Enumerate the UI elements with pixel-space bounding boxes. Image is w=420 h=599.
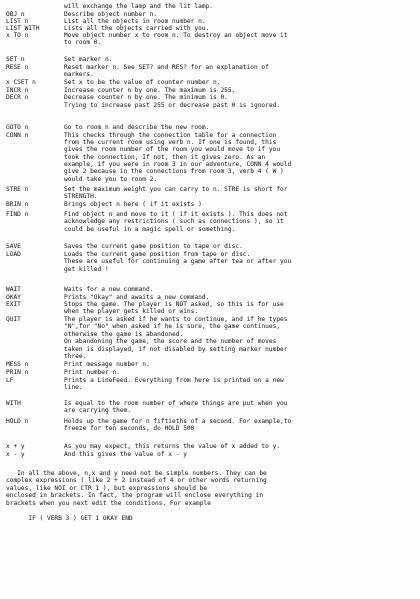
command-syntax [6, 11, 64, 18]
command-description-line: get killed ! [64, 265, 109, 273]
command-description-line: Saves the current game position to tape or disc. [64, 243, 243, 250]
command-description-line: This checks through the connection table for a connection [64, 131, 277, 139]
command-description [64, 64, 416, 79]
command-syntax [6, 301, 64, 308]
command-syntax [6, 32, 64, 39]
command-description-line: Prints "Okay" and awaits a new command. [64, 294, 210, 301]
command-description-line: markers. [64, 71, 94, 79]
command-syntax-line: QUIT [6, 316, 21, 323]
command-syntax-line: SAVE [6, 243, 21, 250]
notes-line: values, like NOI or CTR 1 ), but expressions should be [6, 484, 208, 492]
command-syntax-line: STRE n [6, 186, 29, 193]
command-syntax-line: BRIN n [6, 201, 29, 208]
command-description [64, 377, 416, 392]
command-syntax [6, 316, 64, 323]
command-syntax-line: DECR n [6, 94, 29, 101]
command-syntax [6, 443, 64, 450]
command-description-line: Move object number x to room n. To destroy an object move it [64, 32, 288, 39]
notes-line: complex expressions ( like 2 + 2 instead of 4 or other words returning [6, 477, 267, 485]
command-syntax-line: x TO n [6, 32, 29, 39]
command-syntax [6, 79, 64, 86]
command-description-line: when the player gets killed or wins. [64, 308, 199, 316]
command-description [64, 124, 416, 131]
command-syntax-line: CONN n [6, 131, 29, 139]
command-description-line: Decrease counter n by one. The minimum is 0. [64, 94, 228, 101]
command-description-line: Set the maximum weight you can carry to n. STRE is short for [64, 186, 288, 193]
command-syntax-line: x + y [6, 443, 25, 450]
command-description [64, 132, 416, 184]
command-description-line: would take you to room 2. [64, 175, 158, 183]
command-syntax-line: WAIT [6, 286, 21, 293]
command-syntax-line [6, 3, 64, 10]
command-description [64, 94, 416, 101]
command-syntax-line: GOTO n [6, 124, 29, 131]
command-description-line: Trying to increase past 255 or decrease past 0 is ignored. [64, 101, 281, 109]
command-syntax-line: EXIT [6, 301, 21, 308]
command-description-line: Loads the current game position from tape or disc. [64, 251, 251, 258]
command-description-line: from the current room using verb n. If one is found, this [64, 138, 277, 146]
command-description [64, 316, 416, 360]
command-description-line: List all the objects in room number n. [64, 18, 206, 25]
command-syntax [6, 369, 64, 376]
command-syntax [6, 102, 64, 109]
command-description-line: Increase counter n by one. The maximum is 255. [64, 86, 236, 94]
command-syntax [6, 87, 64, 94]
command-description [64, 79, 416, 86]
command-syntax [6, 451, 64, 458]
command-description [64, 286, 416, 293]
command-syntax-line: RESE n [6, 64, 29, 71]
command-syntax-line: SET n [6, 56, 25, 63]
command-description-line: Waits for a new command. [64, 286, 154, 293]
command-description-line: to room 0. [64, 39, 102, 47]
command-description-line: line. [64, 384, 83, 392]
command-syntax [6, 211, 64, 218]
command-description-line: Describe object number n. [64, 10, 158, 18]
command-description-line: three. [64, 352, 87, 360]
command-description [64, 443, 416, 450]
command-description-line: Set x to be the value of counter number n. [64, 79, 221, 86]
command-syntax [6, 243, 64, 250]
command-description [64, 186, 416, 201]
command-description [64, 102, 416, 109]
command-syntax-line: PRIN n [6, 369, 29, 376]
command-description [64, 301, 416, 316]
command-description-line: give 2 because in the connections from room 3, verb 4 ( W ) [64, 168, 284, 176]
command-syntax-line: x - y [6, 451, 25, 458]
command-syntax-line: OBJ n [6, 10, 25, 18]
command-syntax [6, 400, 64, 407]
command-description-line: are carrying them. [64, 407, 132, 415]
command-description [64, 3, 416, 10]
command-description-line: As you may expect, this returns the value of x added to y. [64, 443, 281, 450]
command-description-line: Go to room n and describe the new room. [64, 124, 210, 131]
command-syntax [6, 94, 64, 101]
command-description-line: Print number n. [64, 369, 120, 376]
command-syntax-line: x CSET n [6, 79, 36, 86]
code-example: IF ( VERB 3 ) GET 1 OKAY END [6, 515, 133, 522]
command-description-line: Prints a LineFeed. Everything from here is printed on a new [64, 377, 284, 384]
command-description-line: gives the room number of the room you would move to if you [64, 146, 281, 154]
command-description [64, 400, 416, 415]
command-description-line: example, if you were in room 3 in our adventure, CONN 4 would [64, 161, 292, 169]
command-syntax-line: INCR n [6, 86, 29, 94]
command-description-line: These are useful for continuing a game after tea or after you [64, 258, 292, 266]
command-syntax [6, 361, 64, 368]
command-description [64, 251, 416, 273]
command-description-line: Holds up the game for n fiftieths of a second. For example,to [64, 418, 292, 425]
notes-line: enclosed in brackets. In fact, the program will enclose everything in [6, 492, 264, 500]
notes-line: brackets when you next edit the conditions. For example [6, 499, 211, 507]
command-description-line: will exchange the lamp and the lit lamp. [64, 3, 214, 10]
command-syntax [6, 186, 64, 193]
command-description [64, 11, 416, 18]
command-syntax [6, 201, 64, 208]
command-description [64, 211, 416, 233]
command-description-line: STRENGTH. [64, 193, 98, 201]
command-description-line: Reset marker n. See SET? and RES? for an explanation of [64, 64, 269, 71]
command-description-line: acknowledge any restrictions ( such as connections ), so it [64, 218, 284, 226]
command-syntax-line: LIST WITH [6, 25, 40, 32]
command-description [64, 201, 416, 208]
command-description-line: Brings object n here ( if it exists ) [64, 201, 202, 208]
command-description-line: Find object n and move to it ( if it exists ). This does not [64, 211, 288, 218]
command-syntax [6, 251, 64, 258]
command-description-line: Is equal to the room number of where things are put when you [64, 400, 288, 407]
command-syntax [6, 132, 64, 139]
command-description-line: Set marker n. [64, 56, 113, 63]
command-syntax-line: LOAD [6, 251, 21, 258]
command-syntax-line: OKAY [6, 294, 21, 301]
command-description [64, 451, 416, 458]
notes-line: In all the above, n,x and y need not be simple numbers. They can be [6, 470, 267, 477]
command-syntax-line: LIST n [6, 18, 29, 25]
command-description-line: taken is displayed, if not disabled by setting marker number [64, 345, 288, 353]
command-description-line: Print message number n. [64, 361, 150, 368]
command-description [64, 32, 416, 47]
command-description-line: freeze for ten seconds, do HOLD 500 [64, 425, 195, 433]
command-description-line: "N",for "No" when asked if he is sure, the game continues, [64, 323, 281, 331]
notes-paragraph [6, 470, 416, 507]
command-description [64, 243, 416, 250]
command-description-line: And this gives the value of x - y [64, 451, 187, 458]
command-syntax [6, 124, 64, 131]
command-description [64, 361, 416, 368]
command-syntax-line: MESS n [6, 361, 29, 368]
command-description-line: could be useful in a magic spell or something. [64, 225, 236, 233]
command-syntax [6, 286, 64, 293]
command-syntax-line: LF [6, 377, 14, 384]
command-syntax [6, 418, 64, 425]
command-syntax [6, 56, 64, 63]
command-description-line: otherwise the game is abandoned. [64, 330, 184, 338]
command-syntax [6, 377, 64, 384]
command-description-line: Stops the game. The player is NOT asked, so this is for use [64, 301, 284, 308]
command-description [64, 87, 416, 94]
command-description-line: On abandoning the game, the score and the number of moves [64, 338, 277, 346]
command-description-line: Lists all the objects carried with you. [64, 25, 210, 32]
command-syntax [6, 3, 64, 10]
command-syntax-line: WITH [6, 400, 21, 407]
command-description [64, 418, 416, 433]
command-description-line: The player is asked if he wants to continue, and if he types [64, 316, 288, 323]
command-description [64, 56, 416, 63]
command-description [64, 369, 416, 376]
command-description-line: took the connection, If not, then it gives zero. As an [64, 153, 266, 161]
command-syntax-line [6, 102, 64, 109]
command-syntax [6, 64, 64, 71]
command-syntax-line: HOLD n [6, 418, 29, 425]
command-syntax-line: FIND n [6, 211, 29, 218]
